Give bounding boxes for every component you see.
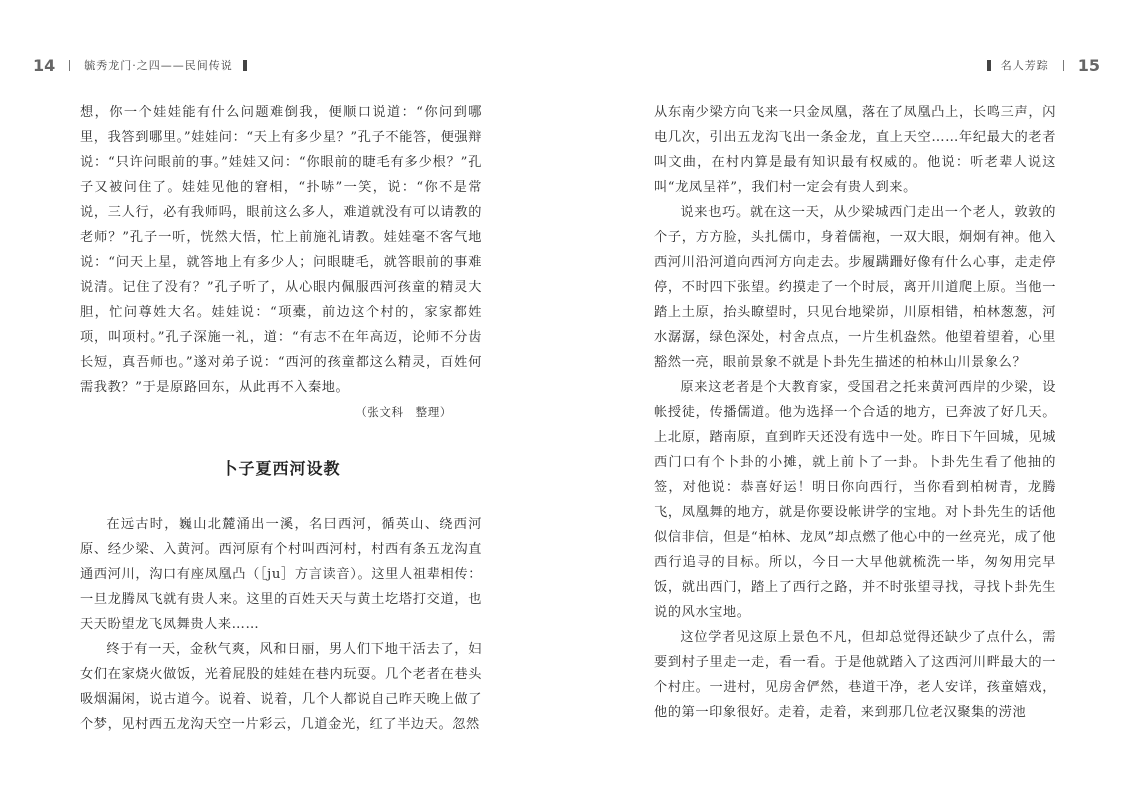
header-divider bbox=[1063, 60, 1064, 71]
header-marker bbox=[243, 60, 247, 71]
paragraph: 原来这老者是个大教育家，受国君之托来黄河西岸的少梁，设帐授徒，传播儒道。他为选择一个合适的地方，已奔波了好几天。上北原，踏南原，直到昨天还没有选中一处。昨日下午回城，见城西门口有个卜卦的小摊，就上前卜了一卦。卜卦先生看了他抽的签，对他说：恭喜好运！明日你向西行，当你看到柏树青，龙腾飞，凤凰舞的地方，就是你要设帐讲学的宝地。对卜卦先生的话他似信非信，但是“柏林、龙凤”却点燃了他心中的一丝亮光，成了他西行追寻的目标。所以，今日一大早他就梳洗一毕，匆匆用完早饭，就出西门，踏上了西行之路，并不时张望寻找，寻找卜卦先生说的风水宝地。 bbox=[654, 380, 1056, 620]
left-page-number: 14 bbox=[33, 55, 56, 75]
paragraph: 在远古时，巍山北麓涌出一溪，名曰西河，循英山、绕西河原、经少梁、入黄河。西河原有个村叫西河村，村西有条五龙沟直通西河川，沟口有座凤凰凸（［ju］方言读音）。这里人祖辈相传：一旦龙腾凤飞就有贵人来。这里的百姓天天与黄土圪塔打交道，也天天盼望龙飞凤舞贵人来…… bbox=[80, 517, 482, 632]
left-page-body bbox=[80, 100, 482, 737]
right-page-header bbox=[977, 54, 1100, 76]
right-running-title: 名人芳踪 bbox=[1000, 59, 1049, 72]
paragraph: 说来也巧。就在这一天，从少梁城西门走出一个老人，敦敦的个子，方方脸，头扎儒巾，身着儒袍，一双大眼，炯炯有神。他入西河川沿河道向西河方向走去。步履蹒跚好像有什么心事，走走停停，不时四下张望。约摸走了一个时辰，离开川道爬上原。当他一踏上土原，抬头瞭望时，只见台地梁峁，川原相错，柏林葱葱，河水潺潺，绿色深处，村舍点点，一片生机盎然。他望着望着，心里豁然一亮，眼前景象不就是卜卦先生描述的柏林山川景象么？ bbox=[654, 205, 1056, 370]
paragraph: 终于有一天，金秋气爽，风和日丽，男人们下地干活去了，妇女们在家烧火做饭，光着屁股的娃娃在巷内玩耍。几个老者在巷头吸烟漏闲，说古道今。说着、说着，几个人都说自己昨天晚上做了个梦，见村西五龙沟天空一片彩云，几道金光，红了半边天。忽然 bbox=[80, 642, 482, 732]
left-page bbox=[0, 0, 566, 799]
right-page-body bbox=[654, 100, 1056, 725]
continued-paragraph: 从东南少梁方向飞来一只金凤凰，落在了凤凰凸上，长鸣三声，闪电几次，引出五龙沟飞出一条金龙，直上天空……年纪最大的老者叫文曲，在村内算是最有知识最有权威的。他说：听老辈人说这叫“龙凤呈祥”，我们村一定会有贵人到来。 bbox=[654, 105, 1056, 195]
continued-paragraph: 想，你一个娃娃能有什么问题难倒我，便顺口说道：“你问到哪里，我答到哪里。”娃娃问：“天上有多少星？”孔子不能答，便强辩说：“只许问眼前的事。”娃娃又问：“你眼前的睫毛有多少根？”孔子又被问住了。娃娃见他的窘相，“扑哧”一笑，说：“你不是常说，三人行，必有我师吗，眼前这么多人，难道就没有可以请教的老师？”孔子一听，恍然大悟，忙上前施礼请教。娃娃毫不客气地说：“问天上星，就答地上有多少人；问眼睫毛，就答眼前的事难说清。记住了没有？”孔子听了，从心眼内佩服西河孩童的精灵大胆，忙问尊姓大名。娃娃说：“项橐，前边这个村的，家家都姓项，叫项村。”孔子深施一礼，道：“有志不在年高迈，论师不分齿长短，真吾师也。”遂对弟子说：“西河的孩童都这么精灵，百姓何需我教？”于是原路回东，从此再不入秦地。 bbox=[80, 105, 482, 395]
left-page-header bbox=[33, 54, 257, 76]
right-page-number: 15 bbox=[1077, 55, 1100, 75]
left-running-title: 毓秀龙门·之四——民间传说 bbox=[84, 59, 233, 72]
header-divider bbox=[69, 60, 70, 71]
author-credit: （张文科 整理） bbox=[355, 405, 452, 419]
header-marker bbox=[987, 60, 991, 71]
section-title: 卜子夏西河设教 bbox=[221, 459, 341, 478]
paragraph: 这位学者见这原上景色不凡，但却总觉得还缺少了点什么，需要到村子里走一走，看一看。于是他就踏入了这西河川畔最大的一个村庄。一进村，见房舍俨然，巷道干净，老人安详，孩童嬉戏，他的第一印象很好。走着，走着，来到那几位老汉聚集的涝池 bbox=[654, 630, 1056, 720]
